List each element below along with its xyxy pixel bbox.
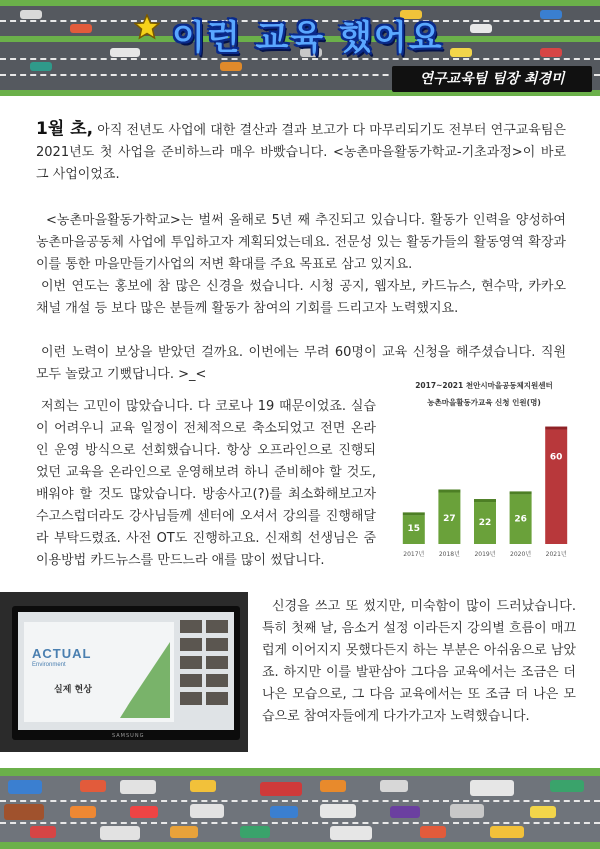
- truck-icon: [450, 804, 484, 818]
- video-thumbnails: [180, 620, 230, 724]
- bar-chart: [384, 380, 584, 560]
- car-icon: [220, 62, 242, 71]
- car-icon: [550, 780, 584, 792]
- chart-plot: [384, 412, 584, 560]
- participant-video: [206, 620, 228, 633]
- chart-bar-top: [438, 489, 460, 492]
- car-icon: [470, 24, 492, 33]
- chart-data-label: 22: [478, 518, 492, 529]
- car-icon: [530, 806, 556, 818]
- car-icon: [380, 780, 408, 792]
- truck-icon: [100, 826, 140, 840]
- car-icon: [490, 826, 524, 838]
- chart-bar-top: [403, 512, 425, 515]
- chart-bar-top: [545, 427, 567, 430]
- car-icon: [30, 826, 56, 838]
- lane-marking: [0, 800, 600, 802]
- lead-date: 1월 초,: [36, 119, 94, 139]
- star-icon: [134, 14, 160, 40]
- page-title: 이런 교육 했어요: [172, 18, 444, 58]
- car-icon: [20, 10, 42, 19]
- author-byline: 연구교육팀 팀장 최경미: [392, 66, 592, 92]
- car-icon: [320, 780, 346, 792]
- paragraph-3: 이번 연도는 홍보에 참 많은 신경을 썼습니다. 시청 공지, 웹자보, 카드뉴스, 현수막, 카카오 채널 개설 등 보다 많은 분들께 활동가 참여의 기회를 드리고자 노력했지요.: [36, 279, 566, 316]
- truck-icon: [320, 804, 356, 818]
- car-icon: [70, 24, 92, 33]
- participant-video: [180, 656, 202, 669]
- van-icon: [470, 780, 514, 796]
- slide-title: ACTUAL: [32, 646, 92, 661]
- car-icon: [270, 806, 298, 818]
- paragraph-1: [36, 118, 566, 186]
- footer-banner: [0, 768, 600, 849]
- participant-video: [180, 674, 202, 687]
- paragraph-1-text: 아직 전년도 사업에 대한 결산과 결과 보고가 다 마무리되기도 전부터 연구교육팀은 2021년도 첫 사업을 준비하느라 매우 바빴습니다. <농촌마을활동가학교-기초과정>이 바로 그 사업이었죠.: [36, 123, 566, 182]
- chart-tick-label: 2017년: [403, 551, 425, 558]
- bus-icon: [260, 782, 302, 796]
- car-icon: [450, 48, 472, 57]
- chart-bar-top: [510, 491, 532, 494]
- chart-tick-label: 2018년: [438, 551, 460, 558]
- slide-subtitle: Environment: [32, 662, 66, 668]
- participant-video: [206, 638, 228, 651]
- chart-tick-label: 2021년: [545, 551, 567, 558]
- truck-icon: [190, 804, 224, 818]
- lecture-slide: [24, 622, 174, 722]
- car-icon: [190, 780, 216, 792]
- slide-caption: 실제 현상: [54, 685, 92, 695]
- car-icon: [240, 826, 270, 838]
- participant-video: [206, 656, 228, 669]
- grass-strip: [0, 842, 600, 849]
- bus-icon: [110, 48, 140, 57]
- grass-strip: [0, 768, 600, 776]
- chart-data-label: 27: [443, 513, 456, 524]
- car-icon: [170, 826, 198, 838]
- car-icon: [390, 806, 420, 818]
- truck-icon: [4, 804, 44, 820]
- car-icon: [80, 780, 106, 792]
- paragraph-2: <농촌마을활동가학교>는 벌써 올해로 5년 째 추진되고 있습니다. 활동가 인력을 양성하여 농촌마을공동체 사업에 투입하고자 계획되었는데요. 전문성 있는 활동가들의 활동영역 확장과 이를 통한 마을만들기사업의 저변 확대를 주요 목표로 삼고 있지요.: [36, 213, 566, 272]
- car-icon: [70, 806, 96, 818]
- participant-video: [180, 620, 202, 633]
- chart-tick-label: 2019년: [474, 551, 496, 558]
- monitor-screen: [18, 612, 234, 730]
- chart-tick-label: 2020년: [510, 551, 532, 558]
- lane-marking: [0, 822, 600, 824]
- tv-monitor: [12, 606, 240, 740]
- participant-video: [206, 674, 228, 687]
- tv-brand-logo: SAMSUNG: [112, 733, 145, 739]
- slide-graph: [120, 642, 170, 718]
- car-icon: [540, 10, 562, 19]
- online-class-photo: [0, 592, 248, 752]
- participant-video: [180, 638, 202, 651]
- chart-data-label: 60: [549, 452, 563, 463]
- chart-bar: [545, 430, 567, 544]
- van-icon: [120, 780, 156, 794]
- chart-bar-top: [474, 499, 496, 502]
- chart-data-label: 15: [407, 524, 421, 535]
- paragraph-4: 이런 노력이 보상을 받았던 걸까요. 이번에는 무려 60명이 교육 신청을 해주셨습니다. 직원 모두 놀랐고 기뻤답니다. >_<: [36, 345, 566, 382]
- truck-icon: [8, 780, 42, 794]
- participant-video: [206, 692, 228, 705]
- header-banner: [0, 0, 600, 96]
- chart-data-label: 26: [514, 514, 527, 525]
- chart-title: 2017~2021 천안시마을공동체지원센터: [415, 381, 553, 390]
- car-icon: [30, 62, 52, 71]
- participant-video: [180, 692, 202, 705]
- car-icon: [540, 48, 562, 57]
- car-icon: [420, 826, 446, 838]
- car-icon: [130, 806, 158, 818]
- paragraph-6: 신경을 쓰고 또 썼지만, 미숙함이 많이 드러났습니다. 특히 첫째 날, 음소거 설정 이라든지 강의별 흐름이 매끄럽게 이어지지 못했다든지 하는 부분은 아쉬움으로 남았죠. 하지만 이를 발판삼아 그다음 교육에서는 조금은 더 나은 모습으로, 그 다음 교육에서는 또 조금 더 나은 모습으로 참여자들에게 다가가고자 노력했습니다.: [262, 599, 576, 724]
- bus-icon: [330, 826, 372, 840]
- paragraph-5: 저희는 고민이 많았습니다. 다 코로나 19 때문이었죠. 실습이 어려우니 교육 일정이 전체적으로 축소되었고 전면 온라인 운영 방식으로 선회했습니다. 항상 오프라인으로 진행되었던 교육을 온라인으로 운영해보려 하니 준비해야 할 것도, 배워야 할 것도 많았습니다. 방송사고(?)를 최소화해보고자 수고스럽더라도 강사님들께 센터에 오셔서 강의를 진행해달라 부탁드렸죠. 사전 OT도 진행하고요. 신재희 선생님은 줌 이용방법 카드뉴스를 만드느라 애를 많이 썼답니다.: [36, 399, 376, 568]
- chart-subtitle: 농촌마을활동가교육 신청 인원(명): [427, 398, 541, 407]
